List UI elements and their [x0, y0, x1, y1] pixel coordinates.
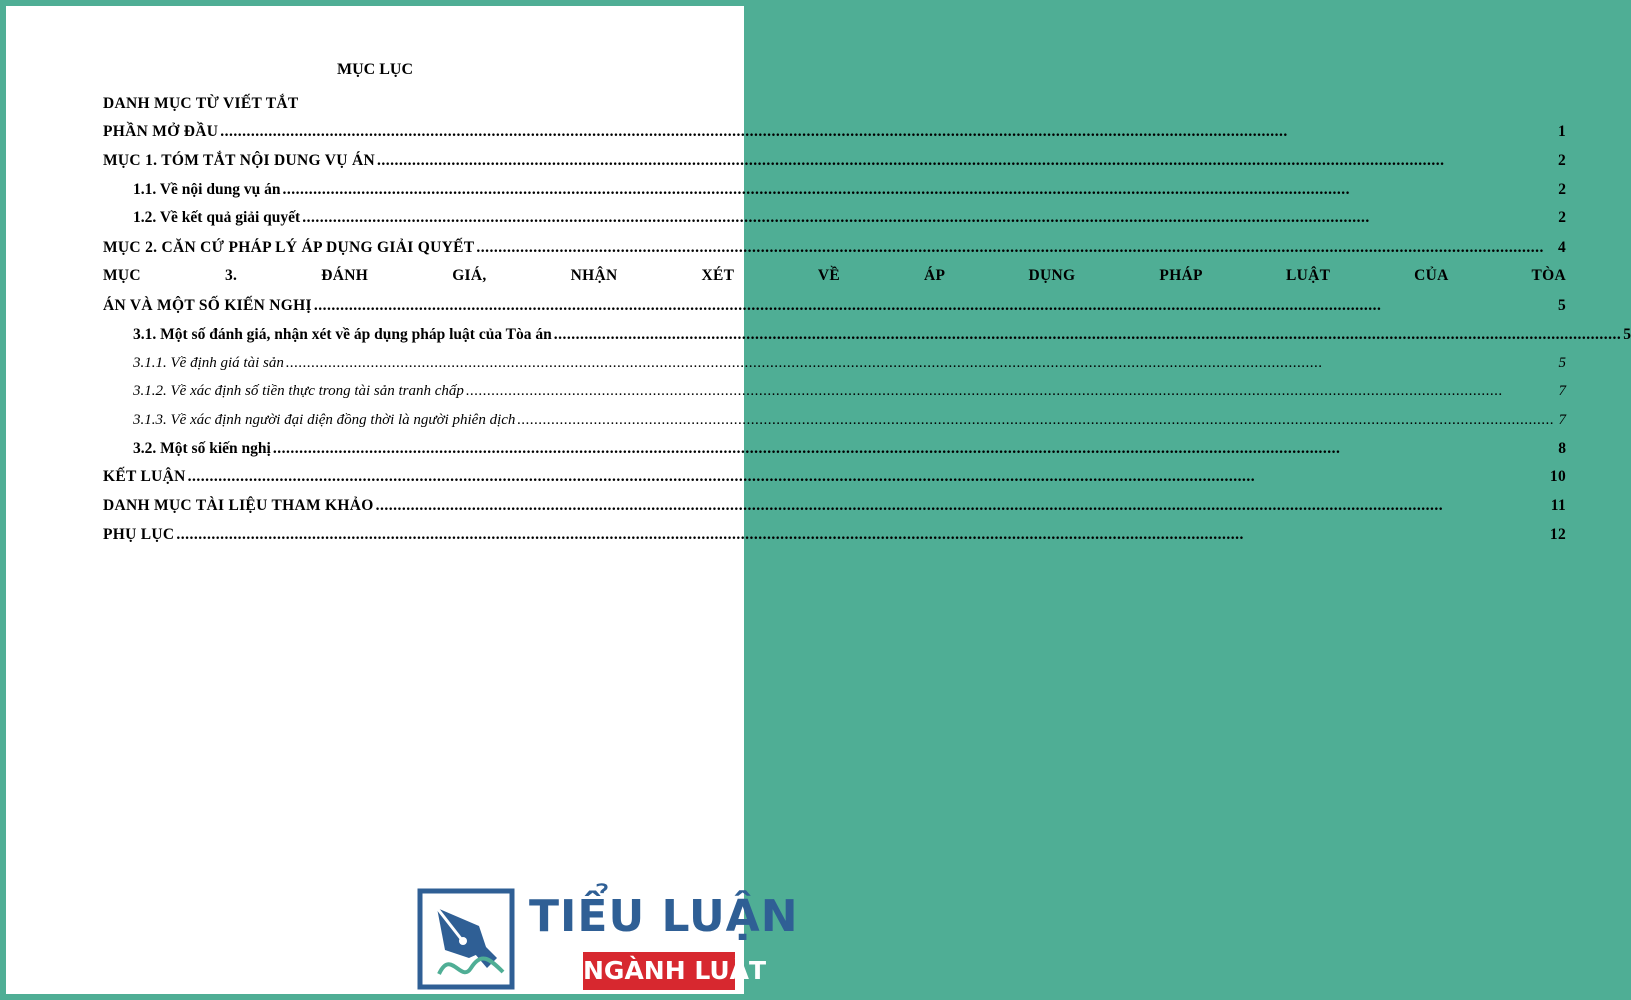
- toc-entry-label: 3.2. Một số kiến nghị: [133, 440, 271, 457]
- toc-entry-3-1[interactable]: [133, 324, 1631, 346]
- toc-page-number: 8: [1558, 440, 1566, 457]
- toc-page-number: 1: [1557, 123, 1566, 140]
- toc-entry-label: DANH MỤC TÀI LIỆU THAM KHẢO: [103, 497, 374, 514]
- toc-page-number: 2: [1558, 209, 1566, 226]
- toc-title: MỤC LỤC: [337, 61, 413, 78]
- toc-page-number: 7: [1558, 383, 1566, 399]
- toc-leader-dots: [377, 150, 1556, 172]
- toc-entry-1-1[interactable]: [133, 179, 1566, 201]
- toc-entry-3-1-1[interactable]: [133, 352, 1566, 374]
- toc-entry-3-2[interactable]: [133, 438, 1566, 460]
- toc-page-number: 2: [1558, 181, 1566, 198]
- toc-entry-label: PHẦN MỞ ĐẦU: [103, 123, 219, 140]
- toc-entry-3-1-2[interactable]: [133, 380, 1566, 402]
- toc-entry-appendix[interactable]: [103, 524, 1566, 546]
- toc-entry-1-2[interactable]: [133, 207, 1566, 229]
- toc-page-number: 2: [1557, 152, 1566, 169]
- toc-entry-section-1[interactable]: [103, 150, 1566, 172]
- toc-entry-label: 3.1.1. Về định giá tài sản: [133, 355, 284, 371]
- toc-entry-label: ÁN VÀ MỘT SỐ KIẾN NGHỊ: [103, 297, 312, 314]
- toc-entry-section-2[interactable]: [103, 237, 1566, 259]
- toc-entry-label: 3.1. Một số đánh giá, nhận xét về áp dụng pháp luật của Tòa án: [133, 326, 552, 343]
- toc-leader-dots: [476, 237, 1556, 259]
- toc-entry-references[interactable]: [103, 495, 1566, 517]
- toc-leader-dots: [314, 295, 1556, 317]
- toc-entry-label: 1.1. Về nội dung vụ án: [133, 181, 281, 198]
- toc-entry-conclusion[interactable]: [103, 466, 1566, 488]
- toc-page-number: 12: [1549, 526, 1566, 543]
- logo-title: TIỂU LUẬN: [529, 891, 799, 942]
- toc-entry-3-1-3[interactable]: [133, 409, 1566, 431]
- toc-leader-dots: [466, 380, 1557, 402]
- toc-page-number: 5: [1557, 297, 1566, 314]
- toc-leader-dots: [282, 179, 1556, 201]
- toc-entry-introduction[interactable]: [103, 121, 1566, 143]
- toc-leader-dots: [517, 409, 1556, 431]
- toc-leader-dots: [273, 438, 1556, 460]
- toc-entry-label: KẾT LUẬN: [103, 468, 186, 485]
- toc-entry-label: 3.1.3. Về xác định người đại diện đồng thời là người phiên dịch: [133, 412, 516, 428]
- toc-entry-label: DANH MỤC TỪ VIẾT TẮT: [103, 95, 299, 112]
- toc-leader-dots: [302, 207, 1556, 229]
- toc-leader-dots: [188, 466, 1548, 488]
- toc-entry-label: MỤC 1. TÓM TẮT NỘI DUNG VỤ ÁN: [103, 152, 375, 169]
- toc-leader-dots: [554, 324, 1622, 346]
- toc-entry-section-3[interactable]: [103, 295, 1566, 317]
- brand-logo: [417, 884, 799, 994]
- pen-nib-icon: [417, 888, 515, 990]
- toc-page-number: 7: [1558, 412, 1566, 428]
- toc-leader-dots: [176, 524, 1547, 546]
- toc-leader-dots: [286, 352, 1557, 374]
- toc-entry-label: 1.2. Về kết quả giải quyết: [133, 209, 301, 226]
- toc-leader-dots: [376, 495, 1549, 517]
- toc-page-number: 10: [1549, 468, 1566, 485]
- toc-entry-label: 3.1.2. Về xác định số tiền thực trong tài sản tranh chấp: [133, 383, 464, 399]
- toc-leader-dots: [220, 121, 1556, 143]
- toc-page-number: 5: [1558, 355, 1566, 371]
- toc-entry-abbreviations[interactable]: [103, 93, 1566, 115]
- logo-subtitle: NGÀNH LUẬT: [583, 952, 735, 990]
- toc-entry-section-3-line1[interactable]: MỤC 3. ĐÁNH GIÁ, NHẬN XÉT VỀ ÁP DỤNG PHÁP LUẬT CỦA TÒA: [103, 267, 1566, 284]
- toc-page-number: 4: [1557, 239, 1566, 256]
- toc-page-number: 11: [1550, 497, 1566, 514]
- toc-page-number: 5: [1623, 326, 1631, 343]
- toc-entry-label: PHỤ LỤC: [103, 526, 175, 543]
- toc-entry-label: MỤC 2. CĂN CỨ PHÁP LÝ ÁP DỤNG GIẢI QUYẾT: [103, 239, 475, 256]
